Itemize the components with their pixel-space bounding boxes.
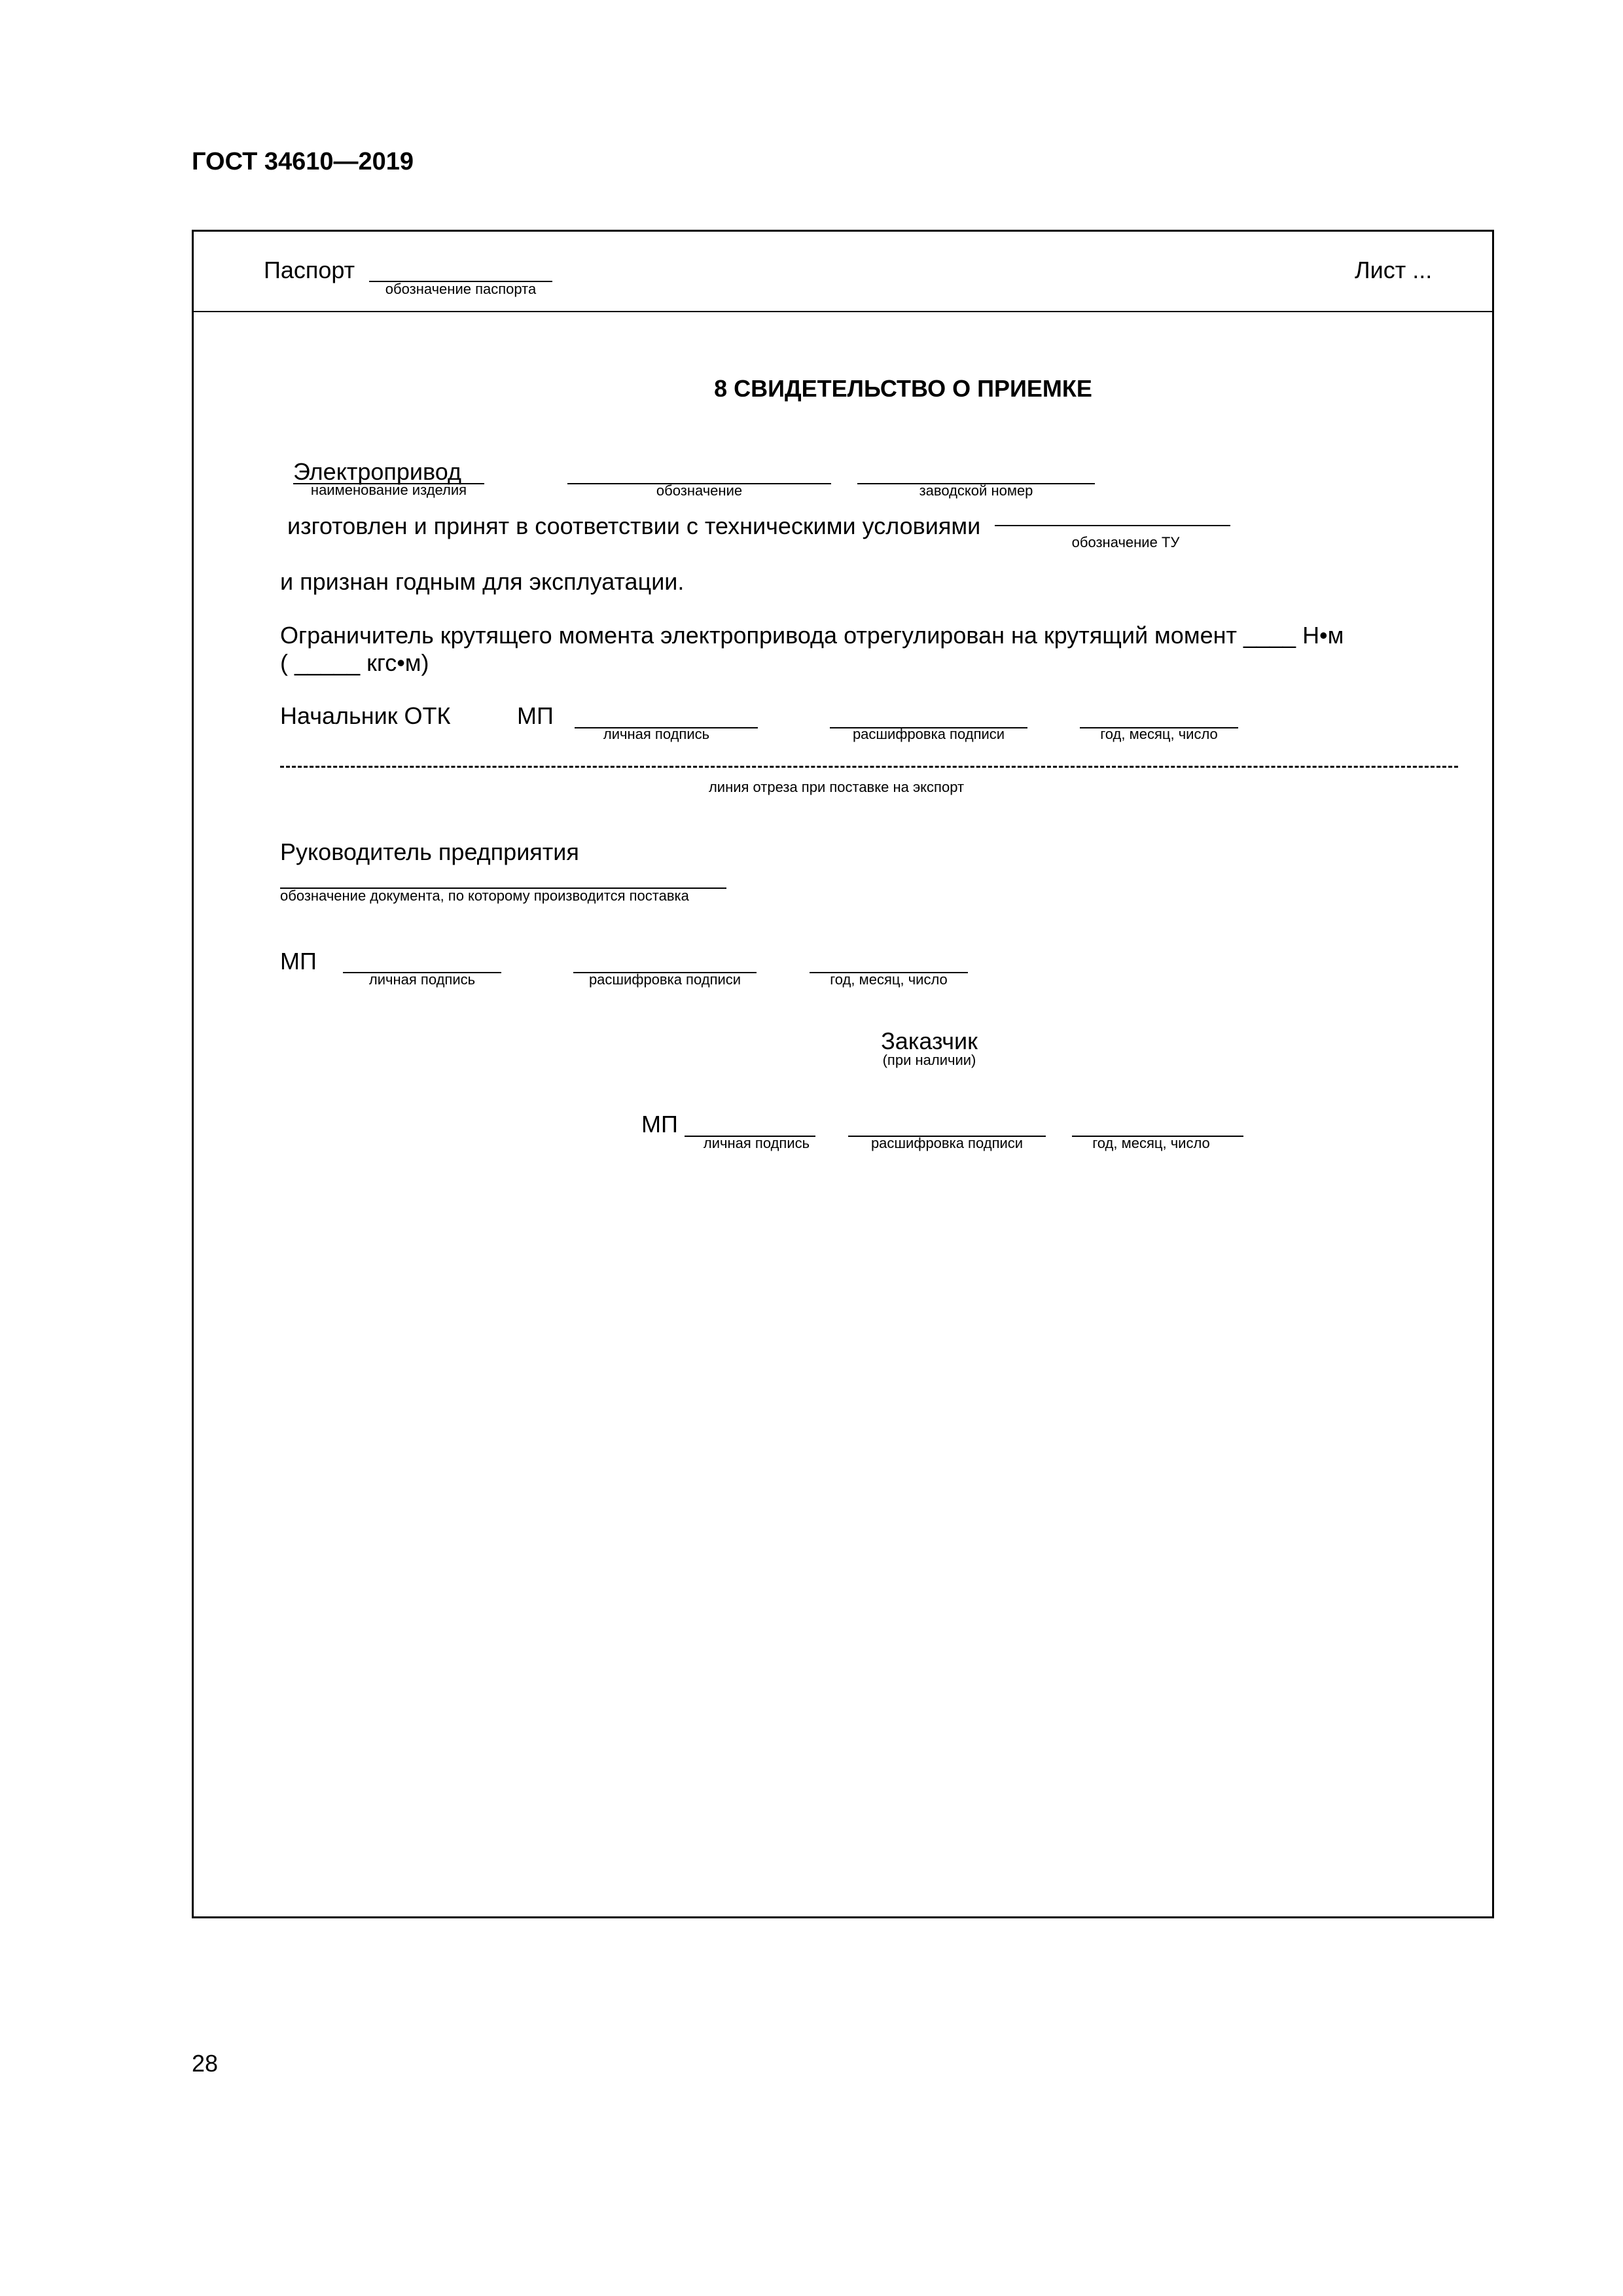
passport-label: Паспорт — [264, 257, 355, 283]
cut-line — [280, 766, 1458, 768]
otk-signature-caption: личная подпись — [603, 726, 710, 742]
otk-decoding-caption: расшифровка подписи — [852, 726, 1005, 742]
tu-caption: обозначение ТУ — [1071, 534, 1180, 550]
head-date-caption: год, месяц, число — [830, 971, 948, 988]
head-document-caption: обозначение документа, по которому производится поставка — [280, 888, 689, 904]
header-divider — [192, 311, 1494, 312]
passport-caption: обозначение паспорта — [385, 281, 537, 297]
manufactured-text: изготовлен и принят в соответствии с техническими условиями — [287, 512, 981, 539]
head-label: Руководитель предприятия — [280, 838, 579, 865]
section-title: 8 СВИДЕТЕЛЬСТВО О ПРИЕМКЕ — [714, 375, 1092, 402]
customer-signature-caption: личная подпись — [703, 1135, 810, 1151]
page-number: 28 — [192, 2050, 219, 2077]
customer-decoding-caption: расшифровка подписи — [870, 1135, 1024, 1151]
otk-mp: МП — [517, 702, 554, 729]
product-name-caption: наименование изделия — [310, 482, 467, 498]
accepted-text: и признан годным для эксплуатации. — [280, 568, 685, 595]
document-code: ГОСТ 34610—2019 — [192, 148, 414, 175]
torque-line-2: ( _____ кгс•м) — [280, 649, 429, 676]
head-decoding-caption: расшифровка подписи — [588, 971, 741, 988]
customer-label: Заказчик — [881, 1028, 978, 1054]
customer-mp: МП — [641, 1111, 678, 1138]
head-mp: МП — [280, 948, 317, 975]
serial-caption: заводской номер — [919, 482, 1033, 499]
customer-date-caption: год, месяц, число — [1092, 1135, 1210, 1151]
otk-label: Начальник ОТК — [280, 702, 451, 729]
otk-date-caption: год, месяц, число — [1100, 726, 1218, 742]
customer-note: (при наличии) — [882, 1052, 976, 1068]
head-signature-caption: личная подпись — [368, 971, 476, 988]
sheet-label: Лист ... — [1355, 257, 1433, 283]
cut-line-caption: линия отреза при поставке на экспорт — [708, 779, 965, 795]
torque-line-1: Ограничитель крутящего момента электропривода отрегулирован на крутящий момент ____ Н•м — [280, 622, 1344, 649]
tu-line — [995, 525, 1230, 526]
designation-caption: обозначение — [656, 482, 743, 499]
product-name: Электропривод — [293, 458, 461, 485]
